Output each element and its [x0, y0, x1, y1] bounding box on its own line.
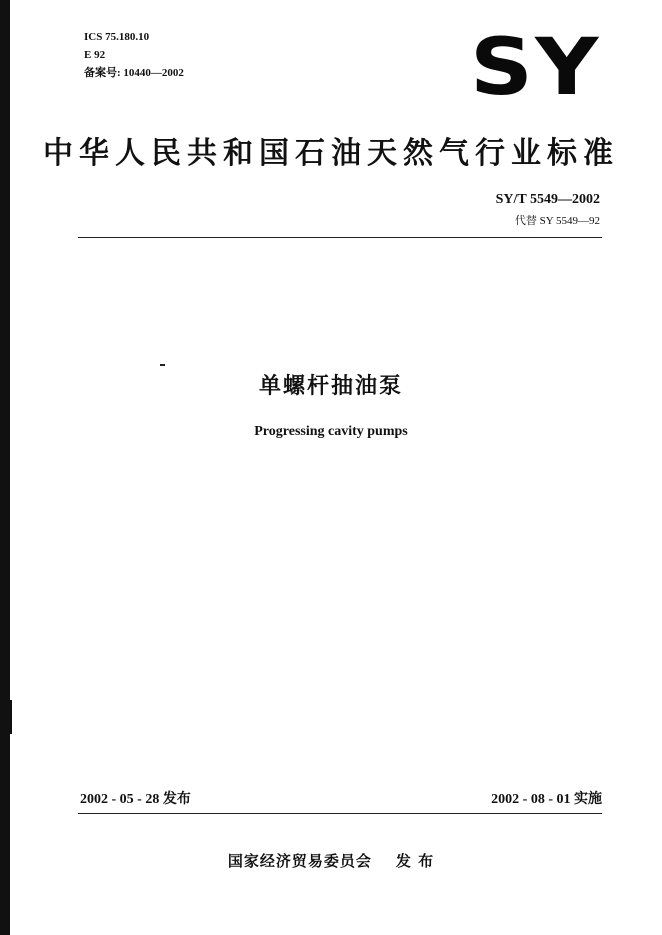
issue-date: 2002 - 05 - 28 发布 — [80, 792, 191, 807]
publisher-action: 发 布 — [395, 852, 435, 870]
classification-block — [84, 28, 184, 82]
publisher-name: 国家经济贸易委员会 — [227, 852, 372, 870]
standard-number: SY/T 5549—2002 — [495, 192, 600, 207]
implementation-date: 2002 - 08 - 01 实施 — [491, 792, 602, 807]
scan-dot — [160, 364, 165, 366]
sy-logo: SY — [470, 23, 601, 113]
standard-category-title: 中华人民共和国石油天然气行业标准 — [43, 136, 619, 171]
replaces-standard: 代替 SY 5549—92 — [514, 215, 600, 227]
top-divider — [78, 237, 602, 238]
publisher-line — [0, 850, 662, 871]
bottom-divider — [78, 813, 602, 814]
scan-edge-mark — [6, 700, 12, 734]
document-title-en: Progressing cavity pumps — [254, 424, 408, 439]
filing-number: 备案号: 10440—2002 — [84, 67, 184, 79]
document-title-cn: 单螺杆抽油泵 — [258, 374, 403, 399]
ics-code: ICS 75.180.10 — [84, 31, 150, 43]
classification-code: E 92 — [84, 49, 106, 61]
